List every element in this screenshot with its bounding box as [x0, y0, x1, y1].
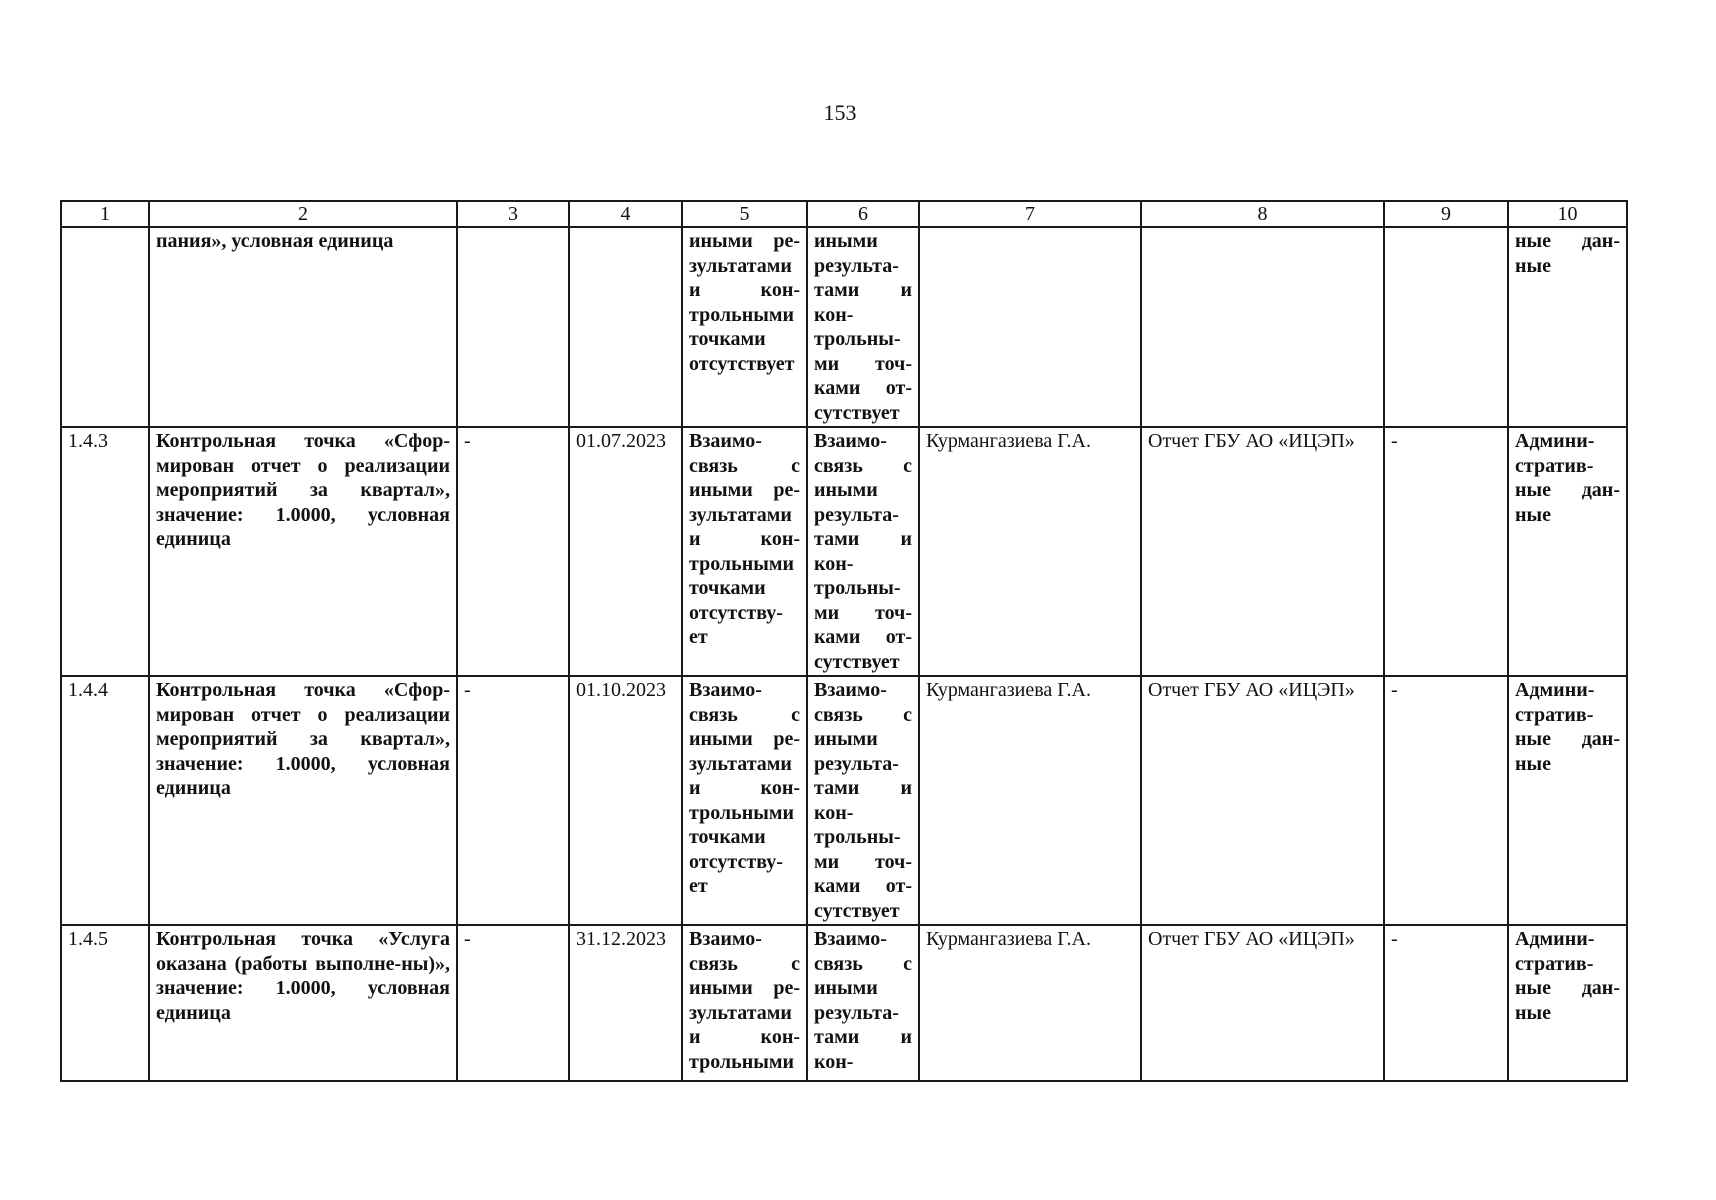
cell-document	[1141, 227, 1384, 427]
cell-date: 01.07.2023	[569, 427, 682, 676]
column-header-8: 8	[1141, 201, 1384, 227]
cell-number: 1.4.4	[61, 676, 149, 925]
cell-document: Отчет ГБУ АО «ИЦЭП»	[1141, 427, 1384, 676]
cell-responsible: Курмангазиева Г.А.	[919, 676, 1141, 925]
cell-data-source: Админи-стратив-ные дан-ные	[1508, 427, 1627, 676]
cell-number	[61, 227, 149, 427]
cell-description: Контрольная точка «Сфор-мирован отчет о реализации мероприятий за квартал», значение: 1.0000, условная единица	[149, 676, 457, 925]
cell-col3: -	[457, 676, 569, 925]
cell-description: Контрольная точка «Сфор-мирован отчет о реализации мероприятий за квартал», значение: 1.0000, условная единица	[149, 427, 457, 676]
page-number: 153	[823, 100, 857, 125]
cell-col3: -	[457, 925, 569, 1081]
cell-relation-a: Взаимо-связь с иными ре-зультатами и кон-трольными точками отсутству-ет	[682, 676, 807, 925]
cell-responsible: Курмангазиева Г.А.	[919, 925, 1141, 1081]
cell-description: пания», условная единица	[149, 227, 457, 427]
cell-document: Отчет ГБУ АО «ИЦЭП»	[1141, 925, 1384, 1081]
cell-number: 1.4.5	[61, 925, 149, 1081]
cell-relation-b: иными результа-тами и кон-трольны-ми точ-ками от-сутствует	[807, 227, 919, 427]
cell-relation-b: Взаимо-связь с иными результа-тами и кон-трольны-ми точ-ками от-сутствует	[807, 676, 919, 925]
cell-col9	[1384, 227, 1508, 427]
cell-col9: -	[1384, 427, 1508, 676]
table-row	[61, 925, 1627, 1081]
table-row-continuation	[61, 227, 1627, 427]
cell-document: Отчет ГБУ АО «ИЦЭП»	[1141, 676, 1384, 925]
column-header-10: 10	[1508, 201, 1627, 227]
cell-col3	[457, 227, 569, 427]
cell-description: Контрольная точка «Услуга оказана (работы выполне-ны)», значение: 1.0000, условная единица	[149, 925, 457, 1081]
cell-number: 1.4.3	[61, 427, 149, 676]
header-row	[61, 201, 1627, 227]
cell-data-source: ные дан-ные	[1508, 227, 1627, 427]
cell-data-source: Админи-стратив-ные дан-ные	[1508, 676, 1627, 925]
column-header-2: 2	[149, 201, 457, 227]
column-header-6: 6	[807, 201, 919, 227]
table-row	[61, 676, 1627, 925]
cell-col9: -	[1384, 676, 1508, 925]
table-row	[61, 427, 1627, 676]
cell-relation-a: Взаимо-связь с иными ре-зультатами и кон-трольными точками отсутству-ет	[682, 427, 807, 676]
cell-date: 01.10.2023	[569, 676, 682, 925]
cell-data-source: Админи-стратив-ные дан-ные	[1508, 925, 1627, 1081]
column-header-5: 5	[682, 201, 807, 227]
cell-responsible: Курмангазиева Г.А.	[919, 427, 1141, 676]
cell-col9: -	[1384, 925, 1508, 1081]
column-header-9: 9	[1384, 201, 1508, 227]
cell-date	[569, 227, 682, 427]
cell-relation-a: Взаимо-связь с иными ре-зультатами и кон-трольными	[682, 925, 807, 1081]
column-header-1: 1	[61, 201, 149, 227]
column-header-7: 7	[919, 201, 1141, 227]
column-header-4: 4	[569, 201, 682, 227]
cell-relation-a: иными ре-зультатами и кон-трольными точками отсутствует	[682, 227, 807, 427]
cell-responsible	[919, 227, 1141, 427]
document-table	[60, 200, 1628, 1082]
cell-date: 31.12.2023	[569, 925, 682, 1081]
column-header-3: 3	[457, 201, 569, 227]
cell-relation-b: Взаимо-связь с иными результа-тами и кон-трольны-ми точ-ками от-сутствует	[807, 427, 919, 676]
cell-relation-b: Взаимо-связь с иными результа-тами и кон-	[807, 925, 919, 1081]
cell-col3: -	[457, 427, 569, 676]
